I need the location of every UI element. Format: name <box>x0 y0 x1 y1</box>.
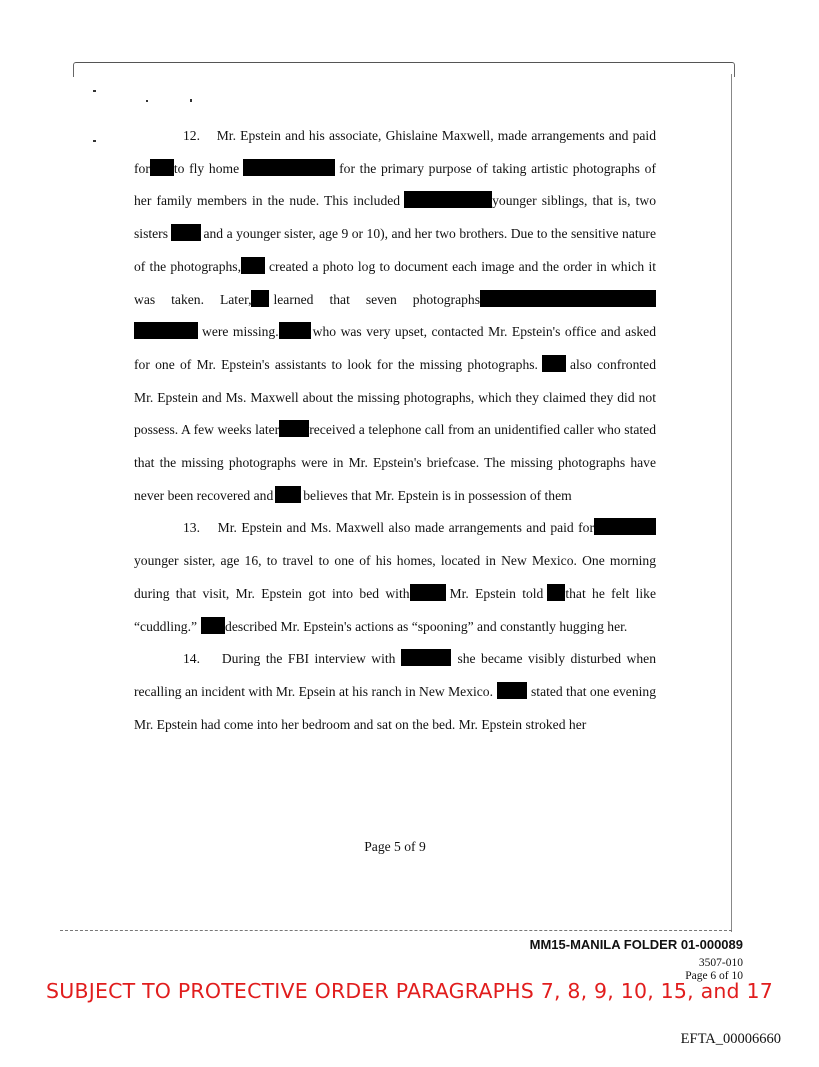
redaction-block <box>279 322 311 339</box>
redaction-block <box>279 420 309 437</box>
paragraph-number: 14. <box>183 651 200 667</box>
scan-border-bottom <box>60 930 732 931</box>
redaction-block <box>243 159 335 176</box>
redaction-block <box>410 584 446 601</box>
redaction-block <box>201 617 225 634</box>
document-body <box>134 120 656 741</box>
redaction-block <box>594 518 656 535</box>
redaction-block <box>497 682 527 699</box>
redaction-block <box>241 257 265 274</box>
paragraph-13: 13. Mr. Epstein and Ms. Maxwell also made arrangements and paid for younger sister, age 16, to travel to one of his homes, located in New Mexico. One morning during that visit, Mr. Epstein got into bed with Mr. Epstein told that he felt like “cuddling.” described Mr. Epstein's actions as “spooning” and constantly hugging her. <box>134 520 656 634</box>
redaction-block <box>150 159 174 176</box>
scan-border-top <box>73 62 735 77</box>
case-number: 3507-010 <box>698 957 743 969</box>
bates-number: MM15-MANILA FOLDER 01-000089 <box>529 937 743 952</box>
protective-order-notice: SUBJECT TO PROTECTIVE ORDER PARAGRAPHS 7, 8, 9, 10, 15, and 17 <box>46 979 773 1003</box>
paragraph-number: 12. <box>183 128 200 143</box>
page-number: Page 5 of 9 <box>364 839 426 854</box>
page-of: Page 6 of 10 <box>685 970 743 982</box>
redaction-block <box>542 355 566 372</box>
redaction-block <box>401 649 451 666</box>
scan-border-right <box>731 74 732 932</box>
redaction-block <box>547 584 565 601</box>
paragraph-12: 12. Mr. Epstein and his associate, Ghislaine Maxwell, made arrangements and paid for to fly home for the primary purpose of taking artistic photographs of her family members in the nude. This included younger siblings, that is, two sisters and a younger sister, age 9 or 10), and her two brothers. Due to the sensitive nature of the photographs, created a photo log to document each image and the order in which it was taken. Later, learned that seven photographs were missing. who was very upset, contacted Mr. Epstein's office and asked for one of Mr. Epstein's assistants to look for the missing photographs. also confronted Mr. Epstein and Ms. Maxwell about the missing photographs, which they claimed they did not possess. A few weeks later received a telephone call from an unidentified caller who stated that the missing photographs were in Mr. Epstein's briefcase. The missing photographs have never been recovered and believes that Mr. Epstein is in possession of them <box>134 128 657 503</box>
paragraph-14: 14. During the FBI interview with she became visibly disturbed when recalling an incident with Mr. Epsein at his ranch in New Mexico. stated that one evening Mr. Epstein had come into her bedroom and sat on the bed. Mr. Epstein stroked her <box>134 651 656 732</box>
redaction-block <box>134 322 198 339</box>
redaction-block <box>404 191 492 208</box>
paragraph-number: 13. <box>183 520 200 536</box>
redaction-block <box>480 290 656 307</box>
redaction-block <box>275 486 301 503</box>
efta-id: EFTA_00006660 <box>680 1031 781 1047</box>
redaction-block <box>251 290 269 307</box>
redaction-block <box>171 224 201 241</box>
